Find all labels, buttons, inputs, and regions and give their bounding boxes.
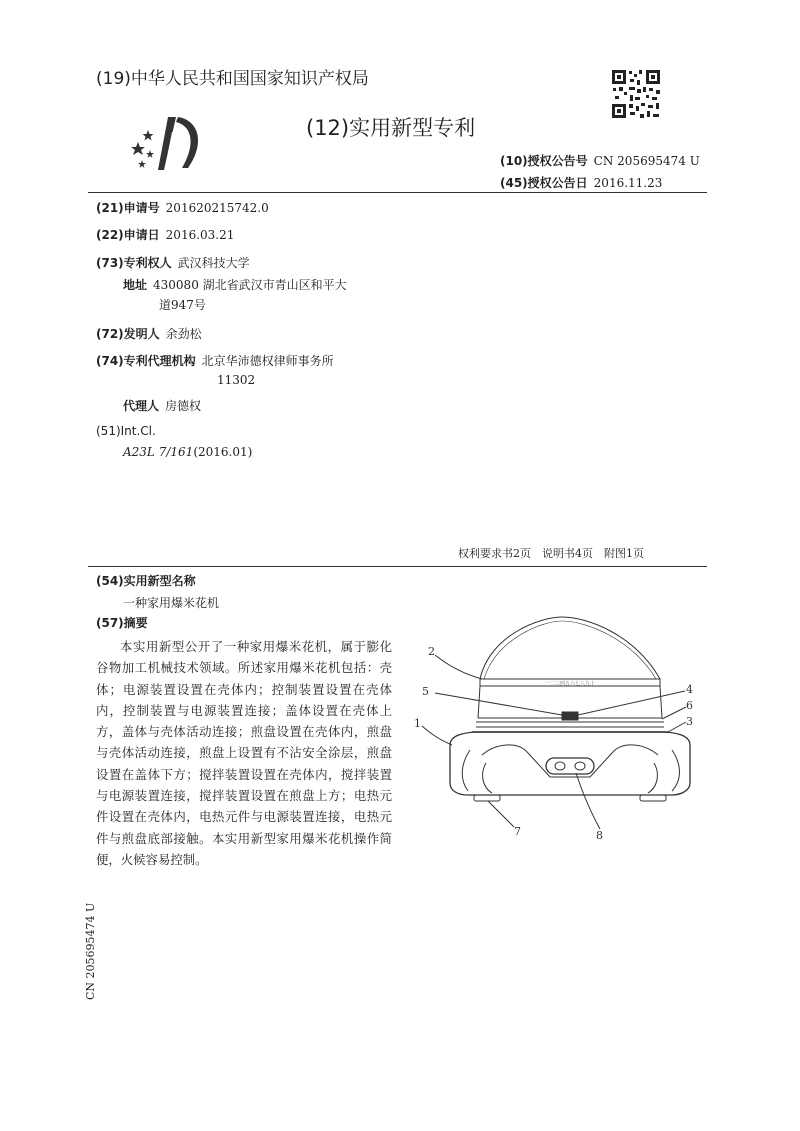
cnipa-logo-icon	[128, 112, 210, 174]
agency-label: (74)专利代理机构	[96, 354, 196, 368]
application-number: 201620215742.0	[165, 201, 269, 215]
publication-date-label: (45)授权公告日	[500, 176, 588, 190]
inventor-label: (72)发明人	[96, 327, 160, 341]
agency-row	[96, 352, 334, 369]
label-5: 5	[422, 685, 429, 698]
address-line-2: 道947号	[159, 298, 206, 312]
label-6: 6	[686, 699, 693, 712]
application-number-label: (21)申请号	[96, 201, 160, 215]
agent: 房德权	[165, 399, 202, 413]
intcl-label: (51)Int.Cl.	[96, 424, 156, 438]
patentee-row	[96, 254, 250, 271]
lid-marking: 一二三四五六七八九十	[544, 681, 596, 687]
patentee-label: (73)专利权人	[96, 256, 172, 270]
header-rule	[88, 192, 707, 193]
popcorn-machine-figure	[410, 615, 710, 855]
label-1: 1	[414, 717, 421, 730]
label-3: 3	[686, 715, 693, 728]
publication-date-row	[500, 174, 662, 191]
utility-model-title: 一种家用爆米花机	[123, 596, 220, 610]
intcl-row	[123, 445, 252, 459]
inventor: 余劲松	[165, 327, 202, 341]
agency-code: 11302	[217, 373, 256, 387]
application-number-row	[96, 199, 269, 216]
page-count-info: 权利要求书2页 说明书4页 附图1页	[458, 547, 644, 560]
agency: 北京华沛德权律师事务所	[201, 354, 334, 368]
office-name: (19)中华人民共和国国家知识产权局	[96, 69, 369, 89]
abstract-text: 本实用新型公开了一种家用爆米花机，属于膨化谷物加工机械技术领域。所述家用爆米花机包括：壳体；电源装置设置在壳体内；控制装置设置在壳体内，控制装置与电源装置连接；盖体设置在壳体上方，盖体与壳体活动连接；煎盘设置在壳体内，煎盘与壳体活动连接，煎盘上设置有不沾安全涂层，煎盘设置在盖体下方；搅拌装置设置在壳体内，搅拌装置与电源装置连接，搅拌装置设置在煎盘上方；电热元件设置在壳体内，电热元件与电源装置连接，电热元件与煎盘底部接触。本实用新型家用爆米花机操作简便，火候容易控制。	[96, 639, 392, 867]
title-label: (54)实用新型名称	[96, 574, 196, 588]
publication-date: 2016.11.23	[593, 176, 663, 190]
abstract-label: (57)摘要	[96, 616, 148, 630]
agent-label: 代理人	[123, 399, 160, 413]
document-type: (12)实用新型专利	[306, 116, 476, 140]
intcl-date: (2016.01)	[193, 445, 253, 459]
application-date: 2016.03.21	[165, 228, 235, 242]
publication-number-row	[500, 152, 700, 169]
patentee: 武汉科技大学	[177, 256, 250, 270]
side-publication-code: CN 205695474 U	[84, 902, 97, 1000]
label-4: 4	[686, 683, 693, 696]
label-7: 7	[514, 825, 521, 838]
application-date-label: (22)申请日	[96, 228, 160, 242]
address-row	[123, 276, 347, 293]
address-label: 地址	[123, 278, 148, 292]
address-line-1: 430080 湖北省武汉市青山区和平大	[153, 278, 347, 292]
label-8: 8	[596, 829, 603, 842]
application-date-row	[96, 226, 234, 243]
qr-code-icon	[610, 68, 662, 120]
publication-number-label: (10)授权公告号	[500, 154, 588, 168]
inventor-row	[96, 325, 202, 342]
agent-row	[123, 397, 201, 414]
label-2: 2	[428, 645, 435, 658]
publication-number: CN 205695474 U	[593, 154, 700, 168]
intcl-code: A23L 7/161	[123, 445, 194, 459]
section-rule	[88, 566, 707, 567]
